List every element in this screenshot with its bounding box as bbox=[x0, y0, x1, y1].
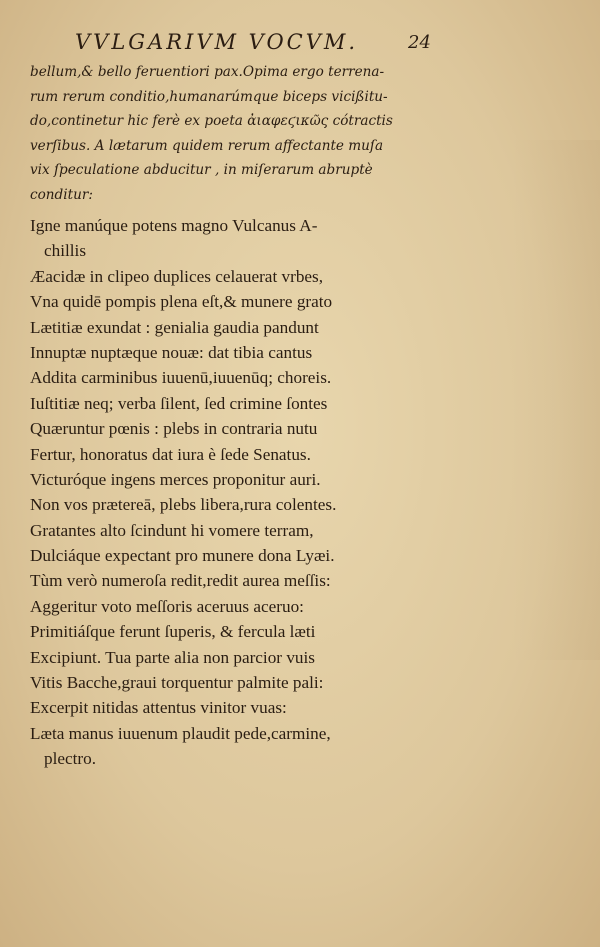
verse-line: Aggeritur voto meſſoris aceruus aceruo: bbox=[30, 596, 304, 616]
verse-line: Addita carminibus iuuenū,iuuenūq; choreis. bbox=[30, 368, 332, 388]
verse-line: Victuróque ingens merces proponitur auri. bbox=[30, 469, 321, 489]
verse-line: Iuſtitiæ neq; verba ſilent, ſed crimine ſontes bbox=[30, 393, 328, 413]
verse-line: plectro. bbox=[44, 749, 97, 769]
verse-line: chillis bbox=[44, 241, 87, 261]
verse-line: Fertur, honoratus dat iura è ſede Senatus. bbox=[30, 444, 311, 464]
verse-line: Igne manúque potens magno Vulcanus A- bbox=[30, 216, 318, 235]
verse-line: Excerpit nitidas attentus vinitor vuas: bbox=[30, 698, 287, 718]
verse-line: Primitiáſque ferunt ſuperis, & fercula læti bbox=[30, 622, 316, 642]
verse-line: Æacidæ in clipeo duplices celauerat vrbes, bbox=[30, 266, 324, 286]
verse-line: Læta manus iuuenum plaudit pede,carmine, bbox=[30, 723, 331, 743]
prose-line: conditur: bbox=[30, 186, 93, 203]
prose-line: verſibus. A lætarum quidem rerum affectante muſa bbox=[30, 137, 384, 154]
verse-passage bbox=[30, 213, 470, 772]
verse-line: Innuptæ nuptæque nouæ: dat tibia cantus bbox=[30, 342, 313, 362]
prose-line: bellum,& bello feruentiori pax.Opima ergo terrena- bbox=[30, 64, 385, 80]
running-title: VVLGARIVM VOCVM. bbox=[75, 30, 359, 54]
page-number: 24 bbox=[408, 32, 431, 53]
verse-line: Vna quidē pompis plena eſt,& munere grato bbox=[30, 292, 333, 312]
prose-line: rum rerum conditio,humanarúmque biceps vicißitu- bbox=[30, 88, 388, 105]
verse-line: Vitis Bacche,graui torquentur palmite pali: bbox=[30, 673, 324, 693]
prose-paragraph bbox=[30, 60, 450, 207]
verse-line: Tùm verò numeroſa redit,redit aurea meſſis: bbox=[30, 571, 331, 591]
verse-line: Quæruntur pœnis : plebs in contraria nutu bbox=[30, 419, 318, 439]
prose-line: do,continetur hic ferè ex poeta ἀιαφεϛικῶς cótractis bbox=[30, 113, 393, 129]
page-shadow bbox=[510, 140, 600, 660]
verse-line: Lætitiæ exundat : genialia gaudia pandunt bbox=[30, 317, 319, 337]
prose-line: vix ſpeculatione abducitur , in miſerarum abruptè bbox=[30, 162, 373, 178]
verse-line: Gratantes alto ſcindunt hi vomere terram, bbox=[30, 520, 314, 540]
verse-line: Non vos prætereā, plebs libera,rura colentes. bbox=[30, 495, 337, 515]
verse-line: Dulciáque expectant pro munere dona Lyæi. bbox=[30, 546, 335, 566]
verse-line: Excipiunt. Tua parte alia non parcior vuis bbox=[30, 647, 315, 667]
